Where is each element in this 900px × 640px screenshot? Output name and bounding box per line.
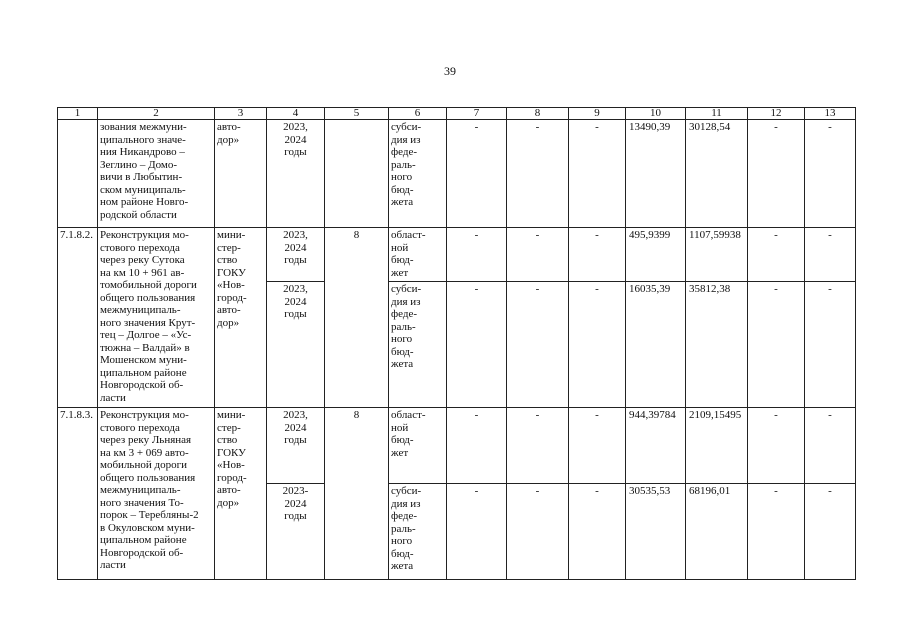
row-number-cell: 7.1.8.3.: [58, 408, 98, 580]
value-cell: -: [805, 228, 856, 282]
value-cell: -: [569, 408, 626, 484]
col-header: 2: [98, 108, 215, 120]
source-cell: област- ной бюд- жет: [389, 228, 447, 282]
value-cell: -: [805, 484, 856, 580]
value-cell: -: [447, 484, 507, 580]
value-cell: 495,9399: [626, 228, 686, 282]
source-cell: субси- дия из феде- раль- ного бюд- жета: [389, 282, 447, 408]
value-cell: -: [447, 282, 507, 408]
value-cell: -: [507, 484, 569, 580]
col-header: 11: [686, 108, 748, 120]
executor-cell: мини- стер- ство ГОКУ «Нов- город- авто- дор»: [215, 408, 267, 580]
col-header: 6: [389, 108, 447, 120]
value-cell: -: [569, 120, 626, 228]
col-header: 12: [748, 108, 805, 120]
value-cell: 30128,54: [686, 120, 748, 228]
value-cell: -: [748, 484, 805, 580]
row-number-cell: 7.1.8.2.: [58, 228, 98, 408]
years-cell: 2023, 2024 годы: [267, 282, 325, 408]
executor-cell: мини- стер- ство ГОКУ «Нов- город- авто- дор»: [215, 228, 267, 408]
table-row-continued: [58, 120, 856, 228]
target-cell: 8: [325, 408, 389, 580]
value-cell: -: [805, 282, 856, 408]
value-cell: 13490,39: [626, 120, 686, 228]
years-cell: 2023- 2024 годы: [267, 484, 325, 580]
value-cell: 1107,59938: [686, 228, 748, 282]
value-cell: -: [507, 408, 569, 484]
page-number: 39: [444, 64, 456, 78]
value-cell: -: [748, 120, 805, 228]
years-cell: 2023, 2024 годы: [267, 228, 325, 282]
table-row: [58, 408, 856, 484]
value-cell: -: [507, 120, 569, 228]
measure-name: Реконструкция мо- стового перехода через реку Сутока на км 10 + 961 ав- томобильной дороги общего пользования межмуниципаль- ного значения Крут- тец – Долгое – «Ус- тюжна – Валдай» в Мошенском муни- ципальном районе Новгородской об- ласти: [98, 228, 215, 408]
value-cell: -: [507, 228, 569, 282]
col-header: 13: [805, 108, 856, 120]
value-cell: -: [447, 120, 507, 228]
value-cell: -: [447, 228, 507, 282]
value-cell: 2109,15495: [686, 408, 748, 484]
col-header: 4: [267, 108, 325, 120]
value-cell: -: [748, 228, 805, 282]
value-cell: 944,39784: [626, 408, 686, 484]
value-cell: -: [805, 120, 856, 228]
target-cell: 8: [325, 228, 389, 408]
measure-name: зования межмуни- ципального значе- ния Никандрово – Зеглино – Домо- вичи в Любытин- ском муниципаль- ном районе Новго- родской области: [98, 120, 215, 228]
col-header: 7: [447, 108, 507, 120]
program-table: [57, 107, 856, 580]
value-cell: -: [569, 228, 626, 282]
value-cell: -: [748, 408, 805, 484]
row-number-cell: [58, 120, 98, 228]
value-cell: 68196,01: [686, 484, 748, 580]
col-header: 3: [215, 108, 267, 120]
value-cell: 35812,38: [686, 282, 748, 408]
value-cell: 30535,53: [626, 484, 686, 580]
col-header: 9: [569, 108, 626, 120]
value-cell: -: [805, 408, 856, 484]
table-row: [58, 228, 856, 282]
years-cell: 2023, 2024 годы: [267, 408, 325, 484]
value-cell: -: [748, 282, 805, 408]
col-header: 5: [325, 108, 389, 120]
years-cell: 2023, 2024 годы: [267, 120, 325, 228]
value-cell: -: [569, 484, 626, 580]
source-cell: субси- дия из феде- раль- ного бюд- жета: [389, 120, 447, 228]
col-header: 1: [58, 108, 98, 120]
col-header: 10: [626, 108, 686, 120]
source-cell: област- ной бюд- жет: [389, 408, 447, 484]
value-cell: -: [569, 282, 626, 408]
measure-name: Реконструкция мо- стового перехода через реку Льняная на км 3 + 069 авто- мобильной дороги общего пользования межмуниципаль- ного значения То- порок – Теребляны-2 в Окуловском муни- ципальном районе Новгородской об- ласти: [98, 408, 215, 580]
col-header: 8: [507, 108, 569, 120]
source-cell: субси- дия из феде- раль- ного бюд- жета: [389, 484, 447, 580]
value-cell: -: [447, 408, 507, 484]
column-number-row: [58, 108, 856, 120]
target-cell: [325, 120, 389, 228]
value-cell: 16035,39: [626, 282, 686, 408]
value-cell: -: [507, 282, 569, 408]
executor-cell: авто- дор»: [215, 120, 267, 228]
